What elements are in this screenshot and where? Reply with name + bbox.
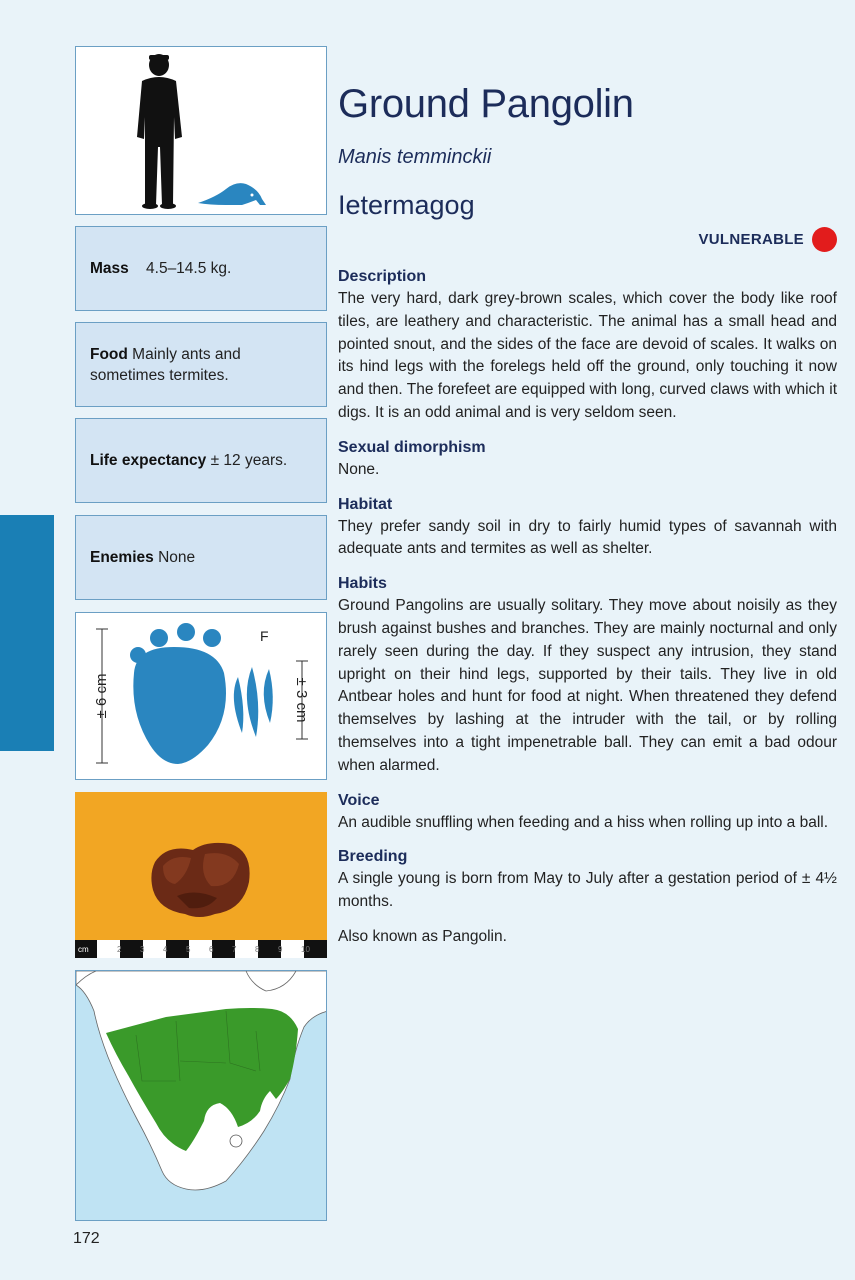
scale-tick-8: 8 [255,945,260,954]
life-expectancy-box [75,418,327,503]
species-title: Ground Pangolin [338,82,634,126]
section-text: An audible snuffling when feeding and a hiss when rolling up into a ball. [338,813,829,831]
southern-africa-map-icon [76,971,327,1190]
scale-bar [75,940,327,958]
section-voice [338,790,837,835]
enemies-value: None [153,549,196,566]
life-label: Life expectancy [90,452,207,469]
scale-tick-7: 7 [232,945,237,954]
chapter-tab [0,515,54,751]
track-panel [75,612,327,780]
size-comparison-panel [75,46,327,215]
section-text: A single young is born from May to July after a gestation period of ± 4½ months. [338,870,837,911]
mass-label: Mass [90,260,129,277]
scale-tick-9: 9 [278,945,283,954]
conservation-status [698,227,837,252]
scale-tick-4: 4 [163,945,168,954]
section-heading: Breeding [338,848,408,866]
fore-foot-track-icon [234,667,273,737]
section-also-known-as [338,926,837,949]
hind-foot-track-icon [130,623,226,764]
distribution-map [75,970,327,1221]
section-heading: Description [338,268,427,285]
section-text: None. [338,460,380,478]
scale-unit: cm [78,945,89,954]
section-habitat [338,494,837,562]
species-description [338,266,837,961]
section-breeding [338,846,837,914]
section-text: The very hard, dark grey-brown scales, which cover the body like roof tiles, are leathery and characteristic. The animal has a small head and pointed snout, and the sides of the face are devoid of scales. It walks on its hind legs with the forelegs held off the ground, only touching it now and then. The forefeet are equipped with long, curved claws with which it digs. It is an odd animal and is very seldom seen. [338,290,837,421]
scale-tick-3: 3 [140,945,145,954]
section-heading: Voice [338,791,380,809]
life-value: ± 12 years. [206,452,288,469]
human-silhouette-icon [137,54,182,209]
section-heading: Sexual dimorphism [338,438,486,456]
section-sexual-dimorphism [338,437,837,482]
scale-tick-5: 5 [186,945,191,954]
dung-photo-panel [75,792,327,958]
section-text: Ground Pangolins are usually solitary. They move about noisily as they brush against bushes and branches. They are mainly nocturnal and only rarely seen during the day. If they suspect any intrusion, they stand upright on their hind legs, supported by their tails. They live in old Antbear holes and hunt for food at night. When threatened they defend themselves by lashing at the intruder with the tail, or by rolling themselves into a tight impenetrable ball. They can emit a bad odour when alarmed. [338,597,837,774]
afrikaans-name: Ietermagog [338,190,475,220]
scientific-name: Manis temminckii [338,146,492,168]
section-text: They prefer sandy soil in dry to fairly humid types of savannah with adequate ants and termites as well as shelter. [338,517,837,558]
mass-value: 4.5–14.5 kg. [146,260,232,277]
fore-track-label: F [260,628,269,644]
status-dot-icon [812,227,837,252]
pangolin-silhouette-icon [198,183,266,205]
food-value: Mainly ants and sometimes termites. [90,345,241,384]
section-text: Also known as Pangolin. [338,927,507,945]
page-number: 172 [73,1230,100,1247]
section-habits [338,573,837,777]
scale-tick-6: 6 [209,945,214,954]
section-description [338,266,837,425]
section-heading: Habitat [338,495,393,513]
mass-box [75,226,327,311]
hind-track-length: ± 6 cm [93,673,110,719]
food-box [75,322,327,407]
enemies-label: Enemies [90,549,154,566]
fore-track-length: ± 3 cm [293,677,310,723]
section-heading: Habits [338,575,387,593]
scale-tick-10: 10 [301,945,310,954]
enemies-box [75,515,327,600]
status-label: VULNERABLE [698,231,804,248]
food-label: Food [90,345,128,363]
dung-photo-icon [151,843,249,917]
scale-tick-2: 2 [117,945,122,954]
